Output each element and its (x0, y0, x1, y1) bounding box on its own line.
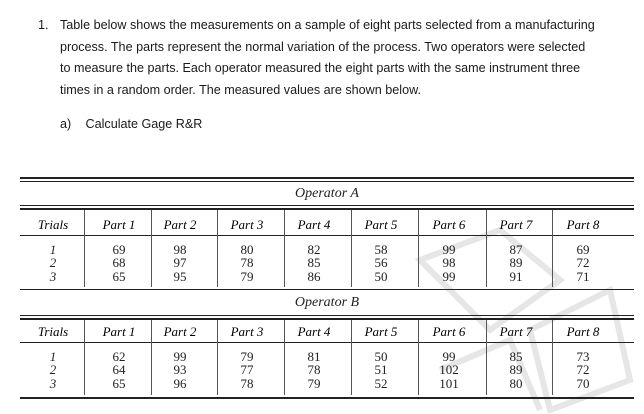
column-header: Trials (37, 217, 69, 232)
question-line: Table below shows the measurements on a sample of eight parts selected from a manufacturing (60, 18, 595, 32)
part-values (417, 350, 481, 390)
measurement-cell: 51 (374, 362, 388, 378)
column-divider (351, 210, 352, 287)
measurement-cell: 50 (374, 349, 388, 364)
question-line: to measure the parts. Each operator measured the eight parts with the same instrument three (60, 61, 581, 75)
part-values (215, 243, 279, 283)
part-values (484, 243, 548, 283)
measurement-cell: 77 (240, 362, 254, 378)
measurement-cell: 65 (112, 268, 126, 284)
table-rule (20, 208, 634, 210)
measurement-cell: 89 (509, 255, 523, 271)
column-divider (552, 320, 553, 395)
column-divider (217, 320, 218, 395)
trial-number: 1 (49, 242, 57, 257)
operator-caption: Operator B (294, 295, 360, 310)
measurement-cell: 91 (509, 268, 523, 284)
part-values (282, 243, 346, 283)
measurement-cell: 69 (576, 242, 590, 257)
column-divider (151, 210, 152, 287)
measurement-cell: 70 (576, 375, 590, 391)
table-rule (20, 289, 634, 290)
column-header: Part 3 (230, 217, 264, 232)
measurement-cell: 62 (112, 349, 126, 364)
table-rule (20, 318, 634, 320)
measurement-cell: 79 (240, 349, 254, 364)
measurement-cell: 82 (307, 242, 321, 257)
measurement-cell: 97 (173, 255, 187, 271)
measurement-cell: 98 (173, 242, 187, 257)
table-bottom-border (20, 397, 634, 399)
table-rule (20, 342, 634, 343)
measurement-cell: 58 (374, 242, 388, 257)
subquestion (60, 117, 202, 131)
column-divider (351, 320, 352, 395)
measurement-cell: 81 (307, 349, 321, 364)
measurement-cell: 78 (240, 255, 254, 271)
column-header: Part 2 (163, 324, 197, 339)
column-header: Part 4 (297, 217, 331, 232)
question-text (60, 15, 634, 101)
column-header: Part 5 (364, 217, 398, 232)
column-divider (284, 320, 285, 395)
column-header: Part 8 (566, 217, 600, 232)
table-rule (20, 235, 634, 236)
measurement-cell: 86 (307, 268, 321, 284)
measurement-cell: 99 (442, 349, 456, 364)
column-header: Part 7 (499, 324, 533, 339)
measurement-cell: 80 (240, 242, 254, 257)
column-divider (84, 320, 85, 395)
column-header: Trials (37, 324, 69, 339)
measurement-cell: 99 (442, 242, 456, 257)
column-header: Part 5 (364, 324, 398, 339)
measurement-cell: 56 (374, 255, 388, 271)
measurement-cell: 102 (439, 362, 459, 378)
measurement-cell: 79 (240, 268, 254, 284)
trial-number: 2 (49, 362, 57, 378)
column-header: Part 6 (432, 217, 466, 232)
measurement-cell: 72 (576, 362, 590, 378)
part-values (349, 243, 413, 283)
part-values (484, 350, 548, 390)
part-values (87, 350, 151, 390)
trial-number: 2 (49, 255, 57, 271)
part-values (551, 350, 615, 390)
column-header: Part 8 (566, 324, 600, 339)
part-values (417, 243, 481, 283)
measurement-cell: 85 (509, 349, 523, 364)
column-divider (418, 320, 419, 395)
measurement-cell: 50 (374, 268, 388, 284)
part-values (148, 243, 212, 283)
column-header: Part 7 (499, 217, 533, 232)
question-line: times in a random order. The measured values are shown below. (60, 82, 421, 97)
measurement-cell: 89 (509, 362, 523, 378)
table-top-border (20, 177, 634, 179)
measurement-cell: 85 (307, 255, 321, 271)
trial-column (21, 350, 85, 390)
measurement-cell: 68 (112, 255, 126, 271)
measurement-cell: 69 (112, 242, 126, 257)
measurement-cell: 99 (173, 349, 187, 364)
part-values (349, 350, 413, 390)
measurement-cell: 64 (112, 362, 126, 378)
column-header: Part 1 (102, 324, 136, 339)
trial-number: 3 (49, 268, 57, 284)
column-divider (486, 320, 487, 395)
column-divider (217, 210, 218, 287)
column-divider (552, 210, 553, 287)
operator-caption: Operator A (295, 186, 359, 201)
subquestion-text: Calculate Gage R&R (85, 117, 203, 131)
column-header: Part 6 (432, 324, 466, 339)
table-top-border (20, 181, 634, 182)
trial-number: 3 (49, 375, 57, 391)
measurement-cell: 79 (307, 375, 321, 391)
column-divider (486, 210, 487, 287)
trial-number: 1 (49, 349, 57, 364)
part-values (215, 350, 279, 390)
question-line: process. The parts represent the normal variation of the process. Two operators were selected (60, 39, 586, 54)
question-number: 1. (38, 18, 49, 32)
measurement-cell: 80 (509, 375, 523, 391)
subquestion-label: a) (60, 117, 72, 131)
measurement-cell: 101 (439, 375, 459, 391)
measurement-cell: 71 (576, 268, 590, 284)
measurement-cell: 95 (173, 268, 187, 284)
measurement-cell: 93 (173, 362, 187, 378)
part-values (282, 350, 346, 390)
part-values (148, 350, 212, 390)
table-rule (20, 315, 634, 316)
measurement-cell: 78 (240, 375, 254, 391)
measurement-cell: 99 (442, 268, 456, 284)
column-divider (84, 210, 85, 287)
column-header: Part 3 (230, 324, 264, 339)
measurement-cell: 65 (112, 375, 126, 391)
column-divider (418, 210, 419, 287)
column-header: Part 2 (163, 217, 197, 232)
measurement-cell: 52 (374, 375, 388, 391)
measurement-cell: 73 (576, 349, 590, 364)
table-rule (20, 205, 634, 206)
measurement-cell: 98 (442, 255, 456, 271)
measurement-cell: 72 (576, 255, 590, 271)
part-values (87, 243, 151, 283)
column-header: Part 4 (297, 324, 331, 339)
trial-column (21, 243, 85, 283)
column-header: Part 1 (102, 217, 136, 232)
measurement-cell: 96 (173, 375, 187, 391)
column-divider (284, 210, 285, 287)
measurement-cell: 87 (509, 242, 523, 257)
part-values (551, 243, 615, 283)
measurement-cell: 78 (307, 362, 321, 378)
column-divider (151, 320, 152, 395)
